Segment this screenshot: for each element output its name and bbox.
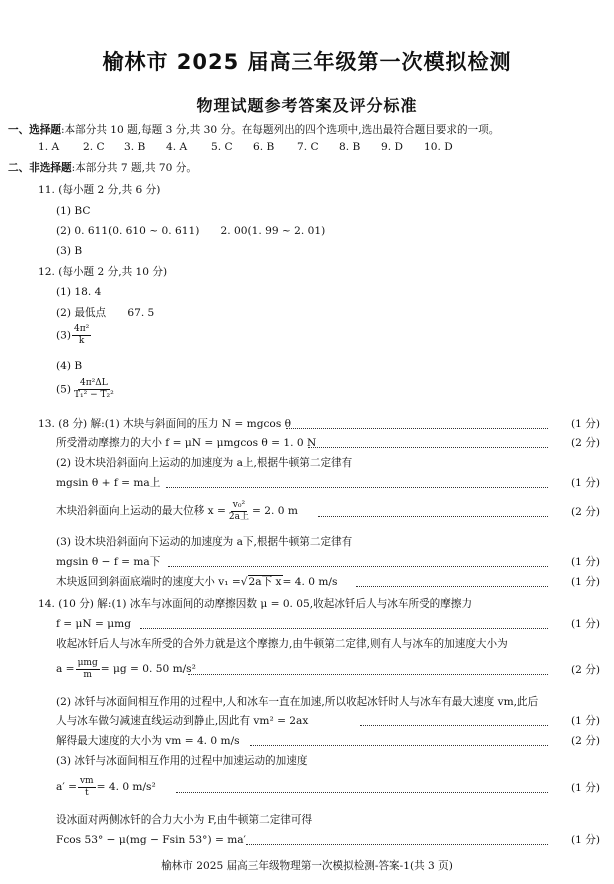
q14-line-8: (3) 冰钎与冰面间相互作用的过程中加速运动的加速度	[56, 755, 308, 767]
q14-line-6: 人与冰车做匀减速直线运动到静止,因此有 vm² = 2ax	[56, 715, 309, 727]
section-1-heading: 一、选择题	[8, 124, 61, 136]
q12-answer-5-label: (5)	[56, 383, 72, 396]
score-mark: (1 分)	[571, 576, 600, 588]
fraction-numerator: 4π²	[74, 324, 90, 334]
q14-line-3: 收起冰钎后人与冰车所受的合外力就是这个摩擦力,由牛顿第二定律,则有人与冰车的加速度大小为	[56, 638, 508, 650]
mc-answer-1: 1. A	[38, 141, 60, 153]
q12-answer-4: (4) B	[56, 360, 83, 372]
q12-answer-5-fraction	[72, 378, 116, 401]
mc-answer-6: 6. B	[253, 141, 275, 153]
q12-answer-1: (1) 18. 4	[56, 286, 102, 298]
score-mark: (2 分)	[571, 437, 600, 449]
q14-line-9	[56, 772, 156, 802]
q13-line-7: mgsin θ − f = ma下	[56, 556, 161, 568]
fraction-numerator: v₀²	[232, 499, 246, 510]
q13-line-5	[56, 496, 298, 526]
dot-leader	[168, 566, 548, 567]
q13-line-2: 所受滑动摩擦力的大小 f = μN = μmgcos θ = 1. 0 N	[56, 437, 317, 449]
q14-line-4-pre: a =	[56, 663, 75, 675]
mc-answer-10: 10. D	[424, 141, 453, 153]
q14-line-5: (2) 冰钎与冰面间相互作用的过程中,人和冰车一直在加速,所以收起冰钎时人与冰车有最大速度 vm,此后	[56, 696, 539, 708]
dot-leader	[318, 516, 548, 517]
score-mark: (1 分)	[571, 418, 600, 430]
section-2-heading: 二、非选择题	[8, 162, 72, 174]
q11-heading: 11. (每小题 2 分,共 6 分)	[38, 184, 161, 196]
score-mark: (2 分)	[571, 664, 600, 676]
q12-answer-3-label: (3)	[56, 329, 72, 342]
q13-line-3: (2) 设木块沿斜面向上运动的加速度为 a上,根据牛顿第二定律有	[56, 457, 353, 469]
mc-answer-8: 8. B	[339, 141, 361, 153]
score-mark: (2 分)	[571, 506, 600, 518]
q12-answer-3-fraction	[72, 324, 91, 347]
fraction-numerator: μmg	[77, 657, 98, 668]
q13-line-5-fraction	[227, 500, 251, 523]
q14-line-4	[56, 654, 196, 684]
q14-line-4-post: = μg = 0. 50 m/s²	[100, 663, 196, 675]
dot-leader	[360, 725, 548, 726]
dot-leader	[188, 674, 548, 675]
q13-line-6: (3) 设木块沿斜面向下运动的加速度为 a下,根据牛顿第二定律有	[56, 536, 353, 548]
q14-line-9-fraction	[78, 776, 96, 799]
q11-answer-3: (3) B	[56, 245, 83, 257]
page-subtitle: 物理试题参考答案及评分标准	[196, 96, 418, 115]
q14-line-1: 14. (10 分) 解:(1) 冰车与冰面间的动摩擦因数 μ = 0. 05,收起冰钎后人与冰车所受的摩擦力	[38, 598, 473, 610]
dot-leader	[176, 792, 548, 793]
q13-line-5-post: = 2. 0 m	[252, 505, 298, 517]
dot-leader	[246, 844, 548, 845]
mc-answer-2: 2. C	[83, 141, 105, 153]
section-2-intro	[8, 161, 197, 175]
q14-line-10: 设冰面对两侧冰钎的合力大小为 F,由牛顿第二定律可得	[56, 814, 313, 826]
fraction-denominator: t	[84, 787, 89, 798]
score-mark: (1 分)	[571, 782, 600, 794]
fraction-denominator: T₁² − T₂²	[74, 390, 114, 400]
score-mark: (1 分)	[571, 556, 600, 568]
page-title: 榆林市 2025 届高三年级第一次模拟检测	[102, 50, 512, 74]
dot-leader	[166, 487, 548, 488]
q13-line-8-pre: 木块返回到斜面底端时的速度大小 v₁ =	[56, 576, 241, 588]
dot-leader	[356, 586, 548, 587]
q14-line-2: f = μN = μmg	[56, 618, 132, 630]
q14-line-7: 解得最大速度的大小为 vm = 4. 0 m/s	[56, 735, 240, 747]
section-1-intro	[8, 123, 499, 137]
q13-line-1: 13. (8 分) 解:(1) 木块与斜面间的压力 N = mgcos θ	[38, 418, 291, 430]
section-1-desc: :本部分共 10 题,每题 3 分,共 30 分。在每题列出的四个选项中,选出最符合题目要求的一项。	[60, 124, 500, 136]
sqrt-sign: √	[240, 576, 248, 588]
q12-answer-2: (2) 最低点 67. 5	[56, 307, 155, 319]
q13-line-5-pre: 木块沿斜面向上运动的最大位移 x =	[56, 505, 226, 517]
section-2-desc: :本部分共 7 题,共 70 分。	[71, 162, 197, 174]
sqrt-radicand: 2a下 x	[248, 576, 282, 588]
mc-answer-7: 7. C	[297, 141, 319, 153]
fraction-numerator: 4π²ΔL	[80, 378, 108, 388]
score-mark: (1 分)	[571, 477, 600, 489]
q12-answer-5	[56, 378, 117, 401]
q14-line-9-pre: a′ =	[56, 781, 77, 793]
q11-answer-1: (1) BC	[56, 205, 91, 217]
q11-answer-2: (2) 0. 611(0. 610 ~ 0. 611) 2. 00(1. 99 ~ 2. 01)	[56, 225, 326, 237]
mc-answer-3: 3. B	[124, 141, 146, 153]
score-mark: (1 分)	[571, 834, 600, 846]
dot-leader	[286, 428, 548, 429]
fraction-denominator: 2a上	[228, 511, 249, 522]
fraction-denominator: k	[78, 336, 85, 346]
page-footer: 榆林市 2025 届高三年级物理第一次模拟检测-答案-1(共 3 页)	[161, 860, 453, 872]
score-mark: (1 分)	[571, 618, 600, 630]
q12-heading: 12. (每小题 2 分,共 10 分)	[38, 266, 168, 278]
fraction-numerator: vm	[79, 775, 94, 786]
q13-line-4: mgsin θ + f = ma上	[56, 477, 161, 489]
dot-leader	[250, 745, 548, 746]
q14-line-4-fraction	[76, 658, 100, 681]
score-mark: (2 分)	[571, 735, 600, 747]
q13-line-8	[56, 575, 337, 589]
q14-line-9-post: = 4. 0 m/s²	[96, 781, 156, 793]
mc-answer-9: 9. D	[381, 141, 403, 153]
q12-answer-3	[56, 324, 92, 347]
score-mark: (1 分)	[571, 715, 600, 727]
dot-leader	[140, 628, 548, 629]
q13-line-8-post: = 4. 0 m/s	[282, 576, 338, 588]
fraction-denominator: m	[83, 669, 92, 680]
mc-answer-5: 5. C	[211, 141, 233, 153]
q14-line-11: Fcos 53° − μ(mg − Fsin 53°) = ma′	[56, 834, 246, 846]
mc-answer-4: 4. A	[166, 141, 188, 153]
dot-leader	[308, 447, 548, 448]
